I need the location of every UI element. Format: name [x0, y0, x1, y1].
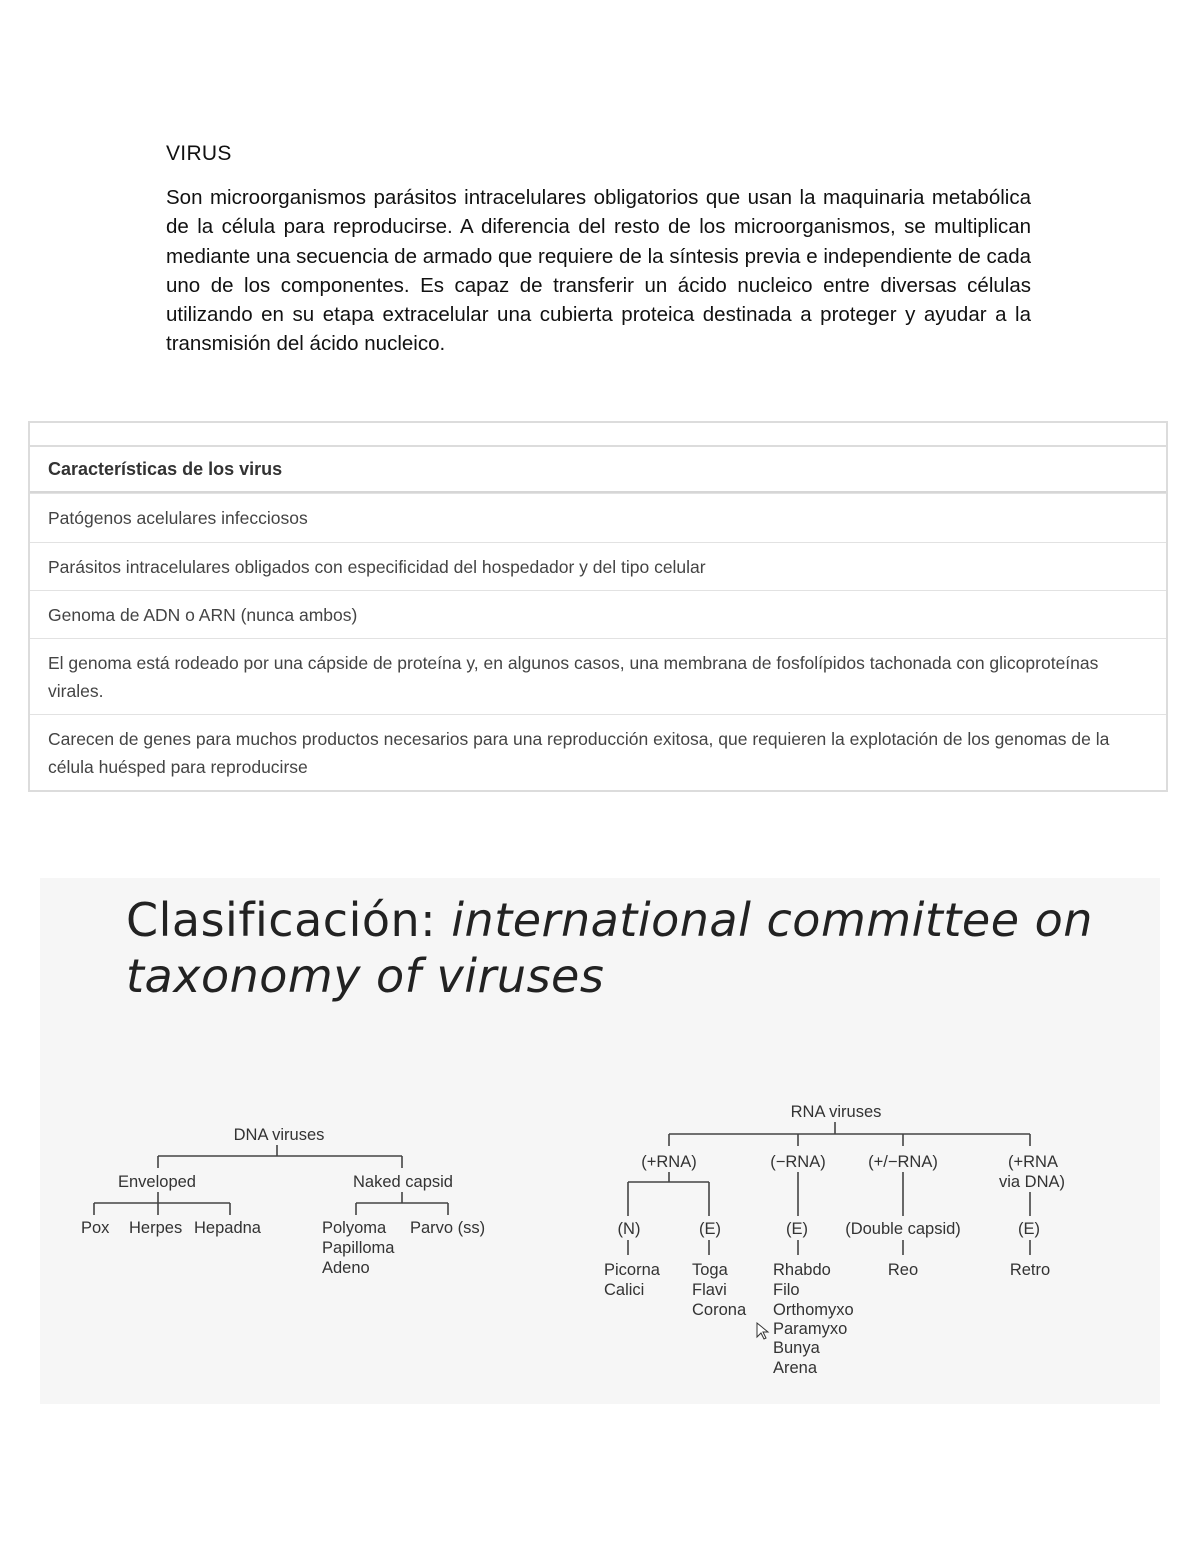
double-capsid-label: (Double capsid)	[845, 1220, 961, 1238]
table-row: Carecen de genes para muchos productos necesarios para una reproducción exitosa, que requieren la explotación de los genomas de la célula huésped para reproducirse	[30, 714, 1166, 790]
dna-root-label: DNA viruses	[233, 1126, 325, 1144]
table-row: Genoma de ADN o ARN (nunca ambos)	[30, 590, 1166, 638]
mouse-cursor-icon	[757, 1323, 768, 1339]
picorna-label: Picorna	[604, 1261, 660, 1279]
orthomyxo-label: Orthomyxo	[773, 1301, 854, 1319]
retro-label: Retro	[1009, 1261, 1051, 1279]
retro-group-label-1: (+RNA	[1008, 1153, 1058, 1171]
plusminus-rna-label: (+/−RNA)	[868, 1153, 938, 1171]
table-top-strip	[30, 423, 1166, 447]
intro-section	[166, 142, 1031, 359]
table-row: Parásitos intracelulares obligados con especificidad del hospedador y del tipo celular	[30, 542, 1166, 590]
characteristics-table	[28, 421, 1168, 792]
calici-label: Calici	[604, 1281, 645, 1299]
filo-label: Filo	[773, 1281, 800, 1299]
pox-label: Pox	[81, 1219, 110, 1237]
reo-label: Reo	[887, 1261, 919, 1279]
hepadna-label: Hepadna	[194, 1219, 261, 1237]
taxonomy-diagram	[40, 878, 1160, 1404]
herpes-label: Herpes	[129, 1219, 183, 1237]
intro-title: VIRUS	[166, 142, 232, 165]
parvo-label: Parvo (ss)	[410, 1219, 486, 1237]
table-row: Patógenos acelulares infecciosos	[30, 493, 1166, 542]
rna-tree	[604, 1103, 1065, 1377]
enveloped-label: Enveloped	[118, 1173, 196, 1191]
slide-title-plain: Clasificación:	[126, 893, 452, 947]
dna-tree	[81, 1126, 485, 1277]
toga-label: Toga	[692, 1261, 728, 1279]
flavi-label: Flavi	[692, 1281, 727, 1299]
rna-root-label: RNA viruses	[790, 1103, 882, 1121]
papilloma-label: Papilloma	[322, 1239, 395, 1257]
classification-slide	[40, 878, 1160, 1404]
retro-group-label-2: via DNA)	[998, 1173, 1066, 1191]
rhabdo-label: Rhabdo	[773, 1261, 831, 1279]
plus-rna-label: (+RNA)	[641, 1153, 697, 1171]
polyoma-label: Polyoma	[322, 1219, 387, 1237]
adeno-label: Adeno	[322, 1259, 370, 1277]
naked-n-label: (N)	[617, 1220, 641, 1238]
table-row: El genoma está rodeado por una cápside de proteína y, en algunos casos, una membrana de fosfolípidos tachonada con glicoproteínas virales.	[30, 638, 1166, 714]
enveloped-e-label: (E)	[699, 1220, 721, 1238]
paramyxo-label: Paramyxo	[773, 1320, 848, 1338]
bunya-label: Bunya	[773, 1339, 820, 1357]
enveloped-e-label: (E)	[1018, 1220, 1040, 1238]
arena-label: Arena	[773, 1359, 818, 1377]
enveloped-e-label: (E)	[786, 1220, 808, 1238]
table-header: Características de los virus	[30, 447, 1166, 493]
naked-capsid-label: Naked capsid	[353, 1173, 453, 1191]
slide-title-italic: international committee on taxonomy of viruses	[126, 893, 1093, 1003]
minus-rna-label: (−RNA)	[770, 1153, 826, 1171]
corona-label: Corona	[692, 1301, 747, 1319]
intro-paragraph: Son microorganismos parásitos intracelulares obligatorios que usan la maquinaria metabólica de la célula para reproducirse. A diferencia del resto de los microorganismos, se multiplican mediante una secuencia de armado que requiere de la síntesis previa e independiente de cada uno de los componentes. Es capaz de transferir un ácido nucleico entre diversas células utilizando en su etapa extracelular una cubierta proteica destinada a proteger y ayudar a la transmisión del ácido nucleico.	[166, 186, 1031, 356]
